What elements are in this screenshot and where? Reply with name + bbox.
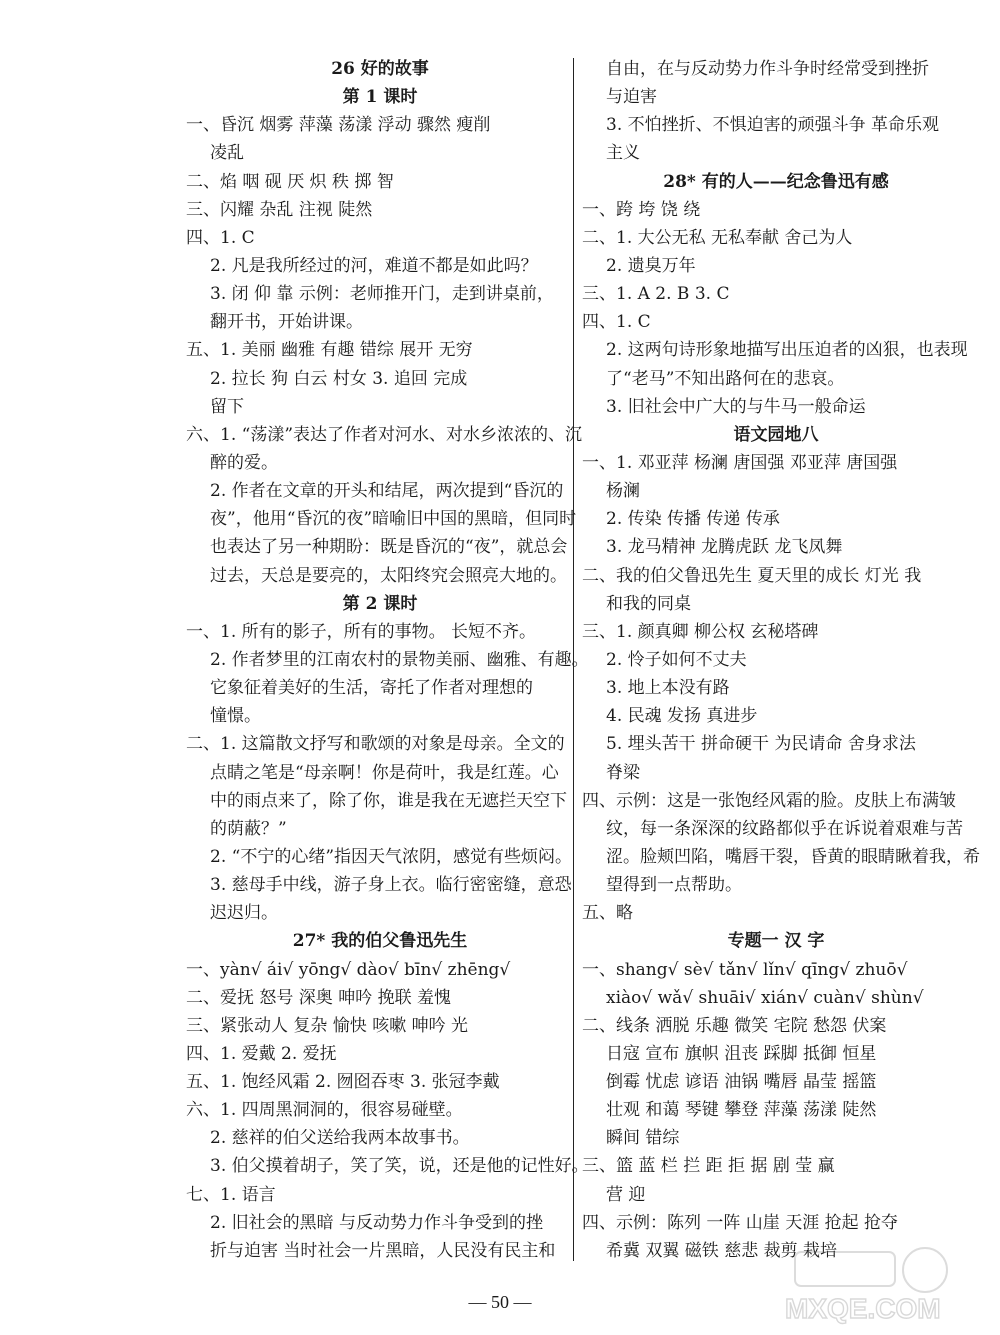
answer-line: 3. 地上本没有路 [606,678,730,699]
answer-line: 一、1. 邓亚萍 杨澜 唐国强 邓亚萍 唐国强 [582,452,898,473]
answer-line: 四、1. C [582,312,651,333]
answer-line: 2. “不宁的心绪”指因天气浓阴，感觉有些烦闷。 [210,846,573,867]
section-title: 26 好的故事 [331,59,429,79]
answer-line: 2. 传染 传播 传递 传承 [606,509,780,530]
answer-line: 六、1. 四周黑洞洞的，很容易碰壁。 [186,1100,463,1121]
answer-line: 五、1. 美丽 幽雅 有趣 错综 展开 无穷 [186,340,473,361]
answer-line: 它象征着美好的生活，寄托了作者对理想的 [210,678,533,699]
answer-line: 二、焰 咽 砚 厌 炽 秩 掷 智 [186,171,394,192]
answer-line: 凌乱 [210,143,244,164]
answer-line: 二、爱抚 怒号 深奥 呻吟 挽联 羞愧 [186,987,452,1008]
answer-line: 4. 民魂 发扬 真进步 [606,706,758,727]
answer-line: 2. 作者在文章的开头和结尾，两次提到“昏沉的 [210,481,564,502]
watermark-logo [775,1242,970,1327]
answer-line: 四、示例：这是一张饱经风霜的脸。皮肤上布满皱 [582,790,956,811]
answer-line: 四、1. 爱戴 2. 爱抚 [186,1043,337,1064]
answer-line: 壮观 和蔼 琴键 攀登 萍藻 荡漾 陡然 [606,1100,877,1121]
answer-line: 2. 凡是我所经过的河，难道不都是如此吗？ [210,255,538,276]
answer-line: 五、1. 饱经风霜 2. 囫囵吞枣 3. 张冠李戴 [186,1072,500,1093]
answer-line: 2. 遗臭万年 [606,255,696,276]
answer-line: 三、1. 颜真卿 柳公权 玄秘塔碑 [582,621,819,642]
left-column [186,55,589,1265]
right-column [582,55,980,1265]
answer-line: 3. 慈母手中线，游子身上衣。临行密密缝，意恐 [210,875,572,896]
answer-line: 憧憬。 [210,706,261,727]
answer-line: 3. 不怕挫折、不惧迫害的顽强斗争 革命乐观 [606,115,940,136]
answer-line: xiào√ wǎ√ shuāi√ xián√ cuàn√ shùn√ [606,987,924,1008]
answer-line: 二、1. 这篇散文抒写和歌颂的对象是母亲。全文的 [186,734,565,755]
answer-line: 三、紧张动人 复杂 愉快 咳嗽 呻吟 光 [186,1015,469,1036]
answer-line: 了“老马”不知出路何在的悲哀。 [606,368,845,389]
answer-line: 日寇 宣布 旗帜 沮丧 踩脚 抵御 恒星 [606,1043,877,1064]
answer-line: 自由，在与反动势力作斗争时经常受到挫折 [606,59,929,79]
column-divider [573,58,574,1261]
answer-line: 2. 这两句诗形象地描写出压迫者的凶狠，也表现 [606,340,968,361]
answer-line: 一、1. 所有的影子，所有的事物。 长短不齐。 [186,621,537,642]
answer-line: 2. 作者梦里的江南农村的景物美丽、幽雅、有趣。 [210,649,589,670]
answer-line: 望得到一点帮助。 [606,875,742,896]
section-title: 第 1 课时 [342,87,418,108]
answer-line: 3. 旧社会中广大的与牛马一般命运 [606,396,866,417]
answer-line: 3. 伯父摸着胡子，笑了笑，说，还是他的记性好。 [210,1156,589,1177]
answer-line: 二、1. 大公无私 无私奉献 舍己为人 [582,227,853,248]
answer-line: 中的雨点来了，除了你，谁是我在无遮拦天空下 [210,790,567,811]
answer-line: 与迫害 [606,87,657,108]
page-number: — 50 — [468,1292,532,1312]
section-title: 27* 我的伯父鲁迅先生 [292,931,468,952]
answer-line: 一、shang√ sè√ tǎn√ lǐn√ qīng√ zhuō√ [582,959,908,980]
section-title: 第 2 课时 [342,593,418,614]
answer-line: 三、篮 蓝 栏 拦 距 拒 据 剧 莹 赢 [582,1156,835,1177]
answer-line: 点睛之笔是“母亲啊！你是荷叶，我是红莲。心 [210,762,559,783]
answer-line: 涩。脸颊凹陷，嘴唇干裂，昏黄的眼睛瞅着我，希 [606,846,980,867]
answer-line: 留下 [210,396,244,417]
answer-line: 希冀 双翼 磁铁 慈悲 裁剪 栽培 [606,1240,838,1261]
answer-line: 5. 埋头苦干 拼命硬干 为民请命 舍身求法 [606,734,916,755]
section-title: 28* 有的人——纪念鲁迅有感 [663,171,889,192]
answer-line: 2. 怜子如何不丈夫 [606,649,747,670]
answer-line: 翻开书，开始讲课。 [210,312,363,333]
answer-line: 折与迫害 当时社会一片黑暗，人民没有民主和 [210,1240,556,1261]
answer-line: 脊梁 [606,762,640,783]
answer-line: 也表达了另一种期盼：既是昏沉的“夜”，就总会 [210,537,568,558]
answer-line: 七、1. 语言 [186,1184,276,1205]
answer-line: 二、线条 洒脱 乐趣 微笑 宅院 愁怨 伏案 [582,1015,887,1036]
answer-line: 和我的同桌 [606,593,691,614]
answer-line: 过去，天总是要亮的，太阳终究会照亮大地的。 [210,565,567,586]
answer-line: 五、略 [582,903,633,924]
answer-line: 瞬间 错综 [606,1128,680,1149]
answer-line: 纹，每一条深深的纹路都似乎在诉说着艰难与苦 [606,818,963,839]
answer-line: 主义 [606,143,640,164]
answer-line: 四、示例：陈列 一阵 山崖 天涯 抢起 抢夺 [582,1212,899,1233]
answer-line: 2. 旧社会的黑暗 与反动势力作斗争受到的挫 [210,1212,544,1233]
answer-line: 一、yàn√ ái√ yōng√ dào√ bīn√ zhēng√ [186,959,511,980]
answer-line: 六、1. “荡漾”表达了作者对河水、对水乡浓浓的、沉 [186,424,583,445]
answer-line: 三、1. A 2. B 3. C [582,284,730,305]
answer-line: 3. 龙马精神 龙腾虎跃 龙飞凤舞 [606,537,843,558]
section-title: 专题一 汉 字 [727,931,825,952]
section-title: 语文园地八 [733,424,819,445]
answer-line: 四、1. C [186,227,255,248]
answer-line: 一、跨 垮 饶 绕 [582,199,701,220]
answer-line: 夜”，他用“昏沉的夜”暗喻旧中国的黑暗，但同时 [210,509,577,530]
answer-line: 3. 闭 仰 靠 示例：老师推开门，走到讲桌前， [210,284,554,305]
watermark-text: MXQE.COM [785,1293,941,1324]
answer-line: 醉的爱。 [210,452,278,473]
answer-line: 的荫蔽？” [210,818,287,839]
answer-line: 二、我的伯父鲁迅先生 夏天里的成长 灯光 我 [582,565,922,586]
answer-line: 2. 拉长 狗 白云 村女 3. 追回 完成 [210,368,468,389]
answer-line: 倒霉 忧虑 谚语 油锅 嘴唇 晶莹 摇篮 [606,1072,877,1093]
answer-line: 一、昏沉 烟雾 萍藻 荡漾 浮动 骤然 瘦削 [186,115,491,136]
answer-line: 三、闪耀 杂乱 注视 陡然 [186,199,373,220]
answer-line: 2. 慈祥的伯父送给我两本故事书。 [210,1128,470,1149]
answer-line: 营 迎 [606,1184,646,1205]
answer-line: 杨澜 [606,481,640,502]
answer-line: 迟迟归。 [210,903,278,924]
